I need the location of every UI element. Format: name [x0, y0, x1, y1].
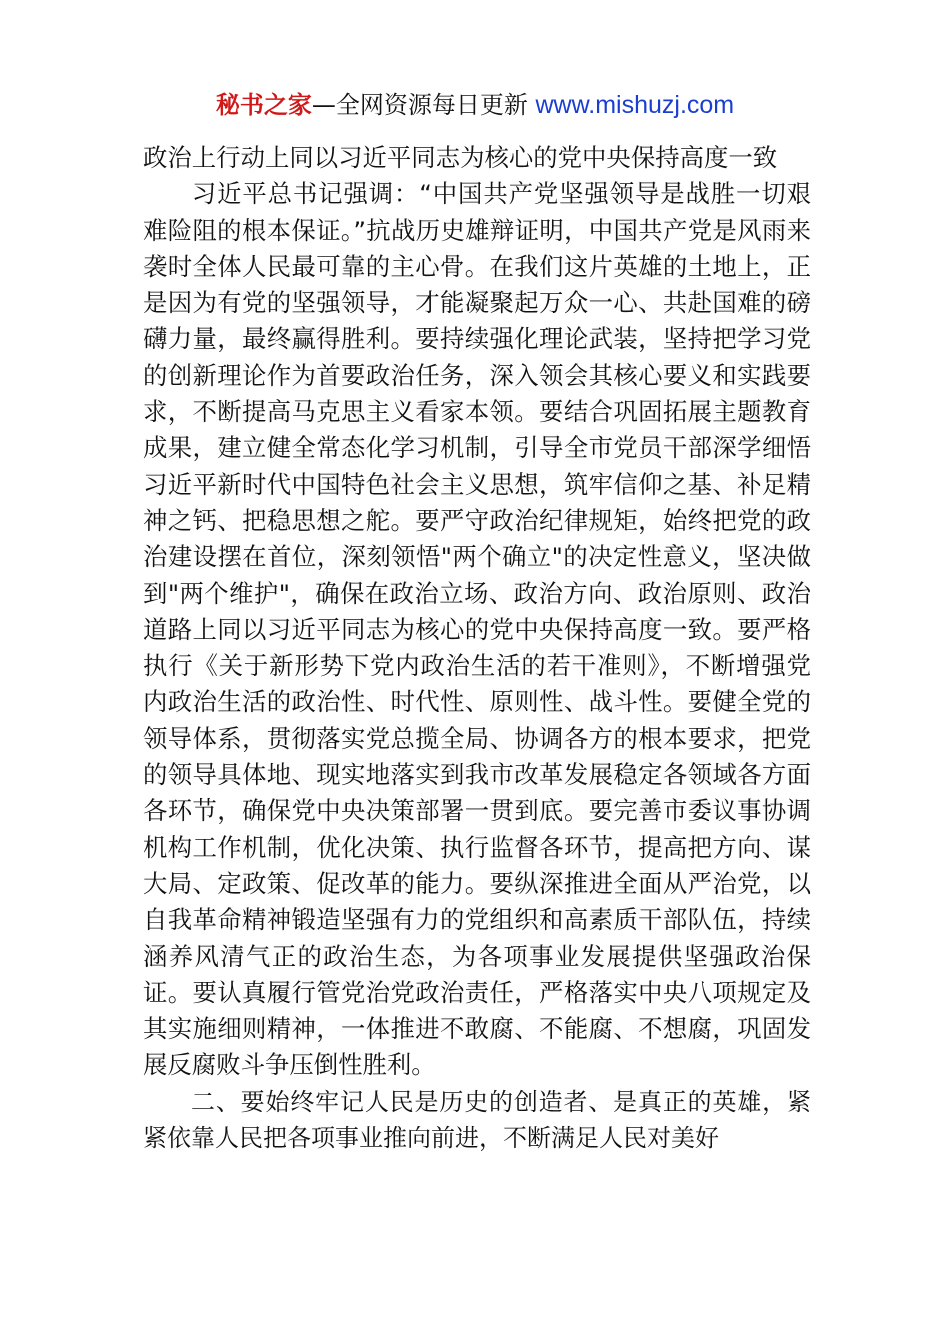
site-url-link[interactable]: www.mishuzj.com — [535, 91, 735, 119]
section-heading-paragraph: 二、要始终牢记人民是历史的创造者、是真正的英雄，紧紧依靠人民把各项事业推向前进，不断满足人民对美好 — [143, 1087, 811, 1153]
body-paragraph: 习近平总书记强调：“中国共产党坚强领导是战胜一切艰难险阻的根本保证。”抗战历史雄辩证明，中国共产党是风雨来袭时全体人民最可靠的主心骨。在我们这片英雄的土地上，正是因为有党的坚强领导，才能凝聚起万众一心、共赴国难的磅礴力量，最终赢得胜利。要持续强化理论武装，坚持把学习党的创新理论作为首要政治任务，深入领会其核心要义和实践要求，不断提高马克思主义看家本领。要结合巩固拓展主题教育成果，建立健全常态化学习机制，引导全市党员干部深学细悟习近平新时代中国特色社会主义思想，筑牢信仰之基、补足精神之钙、把稳思想之舵。要严守政治纪律规矩，始终把党的政治建设摆在首位，深刻领悟"两个确立"的决定性意义，坚决做到"两个维护"，确保在政治立场、政治方向、政治原则、政治道路上同以习近平同志为核心的党中央保持高度一致。要严格执行《关于新形势下党内政治生活的若干准则》，不断增强党内政治生活的政治性、时代性、原则性、战斗性。要健全党的领导体系，贯彻落实党总揽全局、协调各方的根本要求，把党的领导具体地、现实地落实到我市改革发展稳定各领域各方面各环节，确保党中央决策部署一贯到底。要完善市委议事协调机构工作机制，优化决策、执行监督各环节，提高把方向、谋大局、定政策、促改革的能力。要纵深推进全面从严治党，以自我革命精神锻造坚强有力的党组织和高素质干部队伍，持续涵养风清气正的政治生态，为各项事业发展提供坚强政治保证。要认真履行管党治党政治责任，严格落实中央八项规定及其实施细则精神，一体推进不敢腐、不能腐、不想腐，巩固发展反腐败斗争压倒性胜利。 — [143, 179, 811, 1080]
site-brand: 秘书之家 — [215, 91, 312, 119]
heading-continuation: 政治上行动上同以习近平同志为核心的党中央保持高度一致 — [143, 143, 778, 172]
site-header — [0, 88, 950, 122]
site-tagline: —全网资源每日更新 — [311, 91, 536, 119]
document-body — [143, 140, 811, 1156]
